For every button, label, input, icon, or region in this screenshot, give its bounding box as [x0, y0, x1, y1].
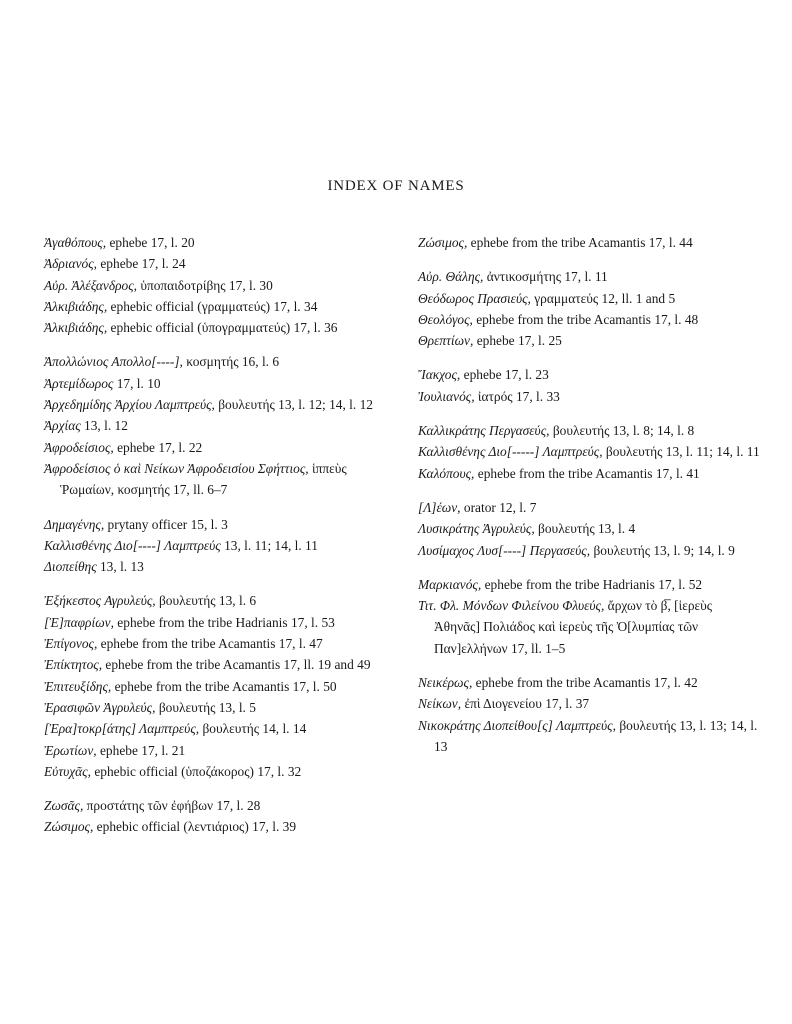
index-entry	[44, 514, 392, 535]
entry-name: Δημαγένης,	[44, 516, 105, 532]
index-entry	[44, 535, 392, 556]
entry-reference: βουλευτής 13, l. 11; 14, l. 11	[602, 444, 760, 460]
index-entry	[418, 330, 760, 351]
index-entry	[418, 288, 760, 309]
index-entry	[44, 816, 392, 837]
entry-name: Νείκων,	[418, 696, 462, 712]
entry-reference: ephebe from the tribe Acamantis 17, ll. 19 and 49	[102, 657, 371, 673]
index-entry	[418, 672, 760, 693]
index-entry	[418, 715, 760, 758]
entry-name: Ἴακχος,	[418, 367, 461, 383]
entry-name: Ἀρχίας	[44, 418, 81, 434]
entry-name: [Ἐρα]τοκρ[άτης] Λαμπτρεύς,	[44, 721, 200, 737]
entry-reference: ephebe 17, l. 22	[113, 439, 203, 455]
entry-name: Ἀρτεμίδωρος	[44, 375, 114, 391]
entry-name: Ἀλκιβιάδης,	[44, 320, 108, 336]
section-gap	[44, 782, 392, 795]
index-entry	[44, 296, 392, 317]
entry-name: Θεόδωρος Πρασιεύς,	[418, 290, 531, 306]
index-entry	[418, 386, 760, 407]
index-entry	[44, 556, 392, 577]
entry-name: Ἐπιτευξίδης,	[44, 678, 112, 694]
page-title: INDEX OF NAMES	[327, 178, 465, 194]
entry-name: Ζώσιμος,	[44, 819, 94, 835]
entry-reference: ephebe from the tribe Acamantis 17, l. 44	[467, 235, 693, 250]
entry-name: Νικοκράτης Διοπείθου[ς] Λαμπτρεύς,	[418, 717, 616, 733]
index-entry	[44, 415, 392, 436]
entry-reference: ephebe 17, l. 25	[473, 333, 562, 349]
section-gap	[418, 407, 760, 420]
entry-name: Ἀφροδείσιος,	[44, 439, 114, 455]
entry-reference: ephebic official (ὑποζάκορος) 17, l. 32	[90, 763, 302, 779]
index-entry	[44, 740, 392, 761]
entry-name: [Λ]έων,	[418, 499, 461, 515]
entry-name: Καλλισθένης Διο[-----] Λαμπτρεύς,	[418, 444, 603, 460]
entry-reference: βουλευτής 13, l. 12; 14, l. 12	[214, 397, 373, 413]
entry-name: [Ἐ]παφρίων,	[44, 614, 114, 630]
entry-name: Ἀδριανός,	[44, 256, 98, 272]
entry-name: Ἀρχεδημίδης Ἀρχίου Λαμπτρεύς,	[44, 397, 215, 413]
index-entry	[44, 275, 392, 296]
section-gap	[418, 659, 760, 672]
entry-name: Ἀφροδείσιος ὁ καὶ Νείκων Ἀφροδεισίου Σφήττιος,	[44, 460, 309, 476]
index-entry	[44, 697, 392, 718]
entry-reference: 17, l. 10	[113, 375, 161, 391]
entry-reference: ἱππεὺς Ῥωμαίων, κοσμητής 17, ll. 6–7	[60, 460, 347, 498]
index-entry	[44, 232, 392, 253]
index-entry	[44, 676, 392, 697]
entry-reference: ephebe from the tribe Hadrianis 17, l. 53	[113, 614, 335, 630]
section-gap	[418, 253, 760, 266]
entry-reference: βουλευτής 13, l. 13; 14, l. 13	[434, 717, 758, 754]
entry-name: Θεολόγος,	[418, 311, 473, 327]
entry-name: Διοπείθης	[44, 559, 97, 575]
entry-name: Ἀγαθόπους,	[44, 235, 107, 250]
entry-reference: 13, l. 11; 14, l. 11	[220, 537, 318, 553]
entry-name: Τιτ. Φλ. Μόνδων Φιλείνου Φλυεύς,	[418, 598, 605, 614]
entry-name: Καλλισθένης Διο[----] Λαμπτρεύς	[44, 537, 221, 553]
entry-name: Ἐξήκεστος Αγρυλεύς,	[44, 593, 156, 609]
section-gap	[418, 351, 760, 364]
entry-reference: ephebic official (λεντιάριος) 17, l. 39	[93, 819, 297, 835]
entry-name: Αὐρ. Θάλης,	[418, 269, 484, 285]
entry-name: Καλλικράτης Περγασεύς,	[418, 423, 550, 439]
entry-name: Ἐπίγονος,	[44, 636, 98, 652]
entry-name: Ἐρωτίων,	[44, 742, 97, 758]
section-gap	[44, 338, 392, 351]
entry-name: Ἀπολλώνιος Απολλο[----],	[44, 354, 183, 370]
entry-reference: 13, l. 13	[96, 559, 144, 575]
index-entry	[44, 317, 392, 338]
entry-name: Λυσίμαχος Λυσ[----] Περγασεύς,	[418, 542, 591, 558]
entry-reference: κοσμητής 16, l. 6	[182, 354, 280, 370]
entry-reference: βουλευτής 13, l. 9; 14, l. 9	[590, 542, 735, 558]
index-entry	[44, 437, 392, 458]
entry-name: Ἐρασιφῶν Ἀγρυλεύς,	[44, 699, 156, 715]
entry-name: Καλόπους,	[418, 465, 475, 481]
index-entry	[418, 693, 760, 714]
index-entry	[44, 718, 392, 739]
entry-reference: prytany officer 15, l. 3	[104, 516, 228, 532]
entry-reference: βουλευτής 13, l. 8; 14, l. 8	[549, 423, 695, 439]
section-gap	[44, 577, 392, 590]
section-gap	[418, 561, 760, 574]
index-column-left	[44, 232, 392, 838]
index-entry	[44, 351, 392, 372]
index-entry	[418, 518, 760, 539]
entry-name: Νεικέρως,	[418, 675, 473, 691]
index-entry	[418, 420, 760, 441]
index-entry	[44, 590, 392, 611]
index-entry	[418, 364, 760, 385]
entry-reference: ἐπὶ Διογενείου 17, l. 37	[461, 696, 590, 712]
entry-reference: ephebe from the tribe Acamantis 17, l. 50	[111, 678, 337, 694]
index-entry	[418, 574, 760, 595]
index-entry	[44, 458, 392, 501]
entry-reference: ἰατρός 17, l. 33	[474, 388, 560, 404]
section-gap	[44, 501, 392, 514]
entry-reference: προστάτης τῶν ἐφήβων 17, l. 28	[83, 798, 261, 814]
entry-reference: ἀντικοσμήτης 17, l. 11	[483, 269, 608, 285]
entry-reference: ἄρχων τὸ β̅, [ἱερεὺς Ἀθηνᾶς] Πολιάδος καὶ ἱερεὺς τῆς Ὀ[λυμπίας τῶν Παν]ελλήνων 17, ll. 1–5	[434, 598, 713, 656]
index-entry	[418, 441, 760, 462]
index-entry	[418, 497, 760, 518]
entry-reference: 13, l. 12	[80, 418, 128, 434]
entry-reference: ephebe from the tribe Acamantis 17, l. 42	[472, 675, 698, 691]
entry-reference: ephebic official (γραμματεύς) 17, l. 34	[107, 298, 318, 314]
index-entry	[418, 266, 760, 287]
entry-name: Αὐρ. Ἀλέξανδρος,	[44, 277, 137, 293]
entry-name: Λυσικράτης Ἀγρυλεύς,	[418, 521, 535, 537]
entry-reference: ephebe from the tribe Acamantis 17, l. 47	[97, 636, 323, 652]
entry-reference: βουλευτής 13, l. 5	[155, 699, 256, 715]
entry-name: Ἰουλιανός,	[418, 388, 475, 404]
entry-name: Ἀλκιβιάδης,	[44, 298, 108, 314]
entry-reference: γραμματεύς 12, ll. 1 and 5	[530, 290, 676, 306]
index-column-right	[418, 232, 760, 757]
entry-reference: ephebic official (ὑπογραμματεύς) 17, l. 36	[107, 320, 338, 336]
index-entry	[418, 463, 760, 484]
index-entry	[44, 394, 392, 415]
entry-reference: βουλευτής 14, l. 14	[199, 721, 307, 737]
entry-reference: ephebe 17, l. 23	[460, 367, 549, 383]
entry-name: Ἐπίκτητος,	[44, 657, 103, 673]
index-entry	[44, 654, 392, 675]
index-entry	[44, 761, 392, 782]
entry-reference: ephebe 17, l. 20	[106, 235, 195, 250]
section-gap	[418, 484, 760, 497]
entry-reference: ephebe from the tribe Acamantis 17, l. 41	[474, 465, 700, 481]
entry-reference: ephebe from the tribe Acamantis 17, l. 48	[472, 311, 699, 327]
entry-name: Μαρκιανός,	[418, 576, 482, 592]
index-entry	[44, 795, 392, 816]
index-entry	[418, 309, 760, 330]
entry-name: Εὐτυχᾶς,	[44, 763, 91, 779]
entry-name: Ζώσιμος,	[418, 235, 468, 250]
index-entry	[418, 232, 760, 253]
entry-reference: ephebe 17, l. 21	[96, 742, 186, 758]
entry-reference: ephebe from the tribe Hadrianis 17, l. 52	[481, 576, 703, 592]
index-entry	[418, 540, 760, 561]
entry-name: Ζωσᾶς,	[44, 798, 84, 814]
entry-reference: βουλευτής 13, l. 4	[534, 521, 636, 537]
entry-name: Θρεπτίων,	[418, 333, 474, 349]
entry-reference: βουλευτής 13, l. 6	[155, 593, 257, 609]
index-entry	[44, 373, 392, 394]
entry-reference: ὑποπαιδοτρίβης 17, l. 30	[136, 277, 273, 293]
index-entry	[44, 612, 392, 633]
index-entry	[418, 595, 760, 659]
entry-reference: orator 12, l. 7	[460, 499, 537, 515]
index-entry	[44, 633, 392, 654]
entry-reference: ephebe 17, l. 24	[97, 256, 186, 272]
index-entry	[44, 253, 392, 274]
